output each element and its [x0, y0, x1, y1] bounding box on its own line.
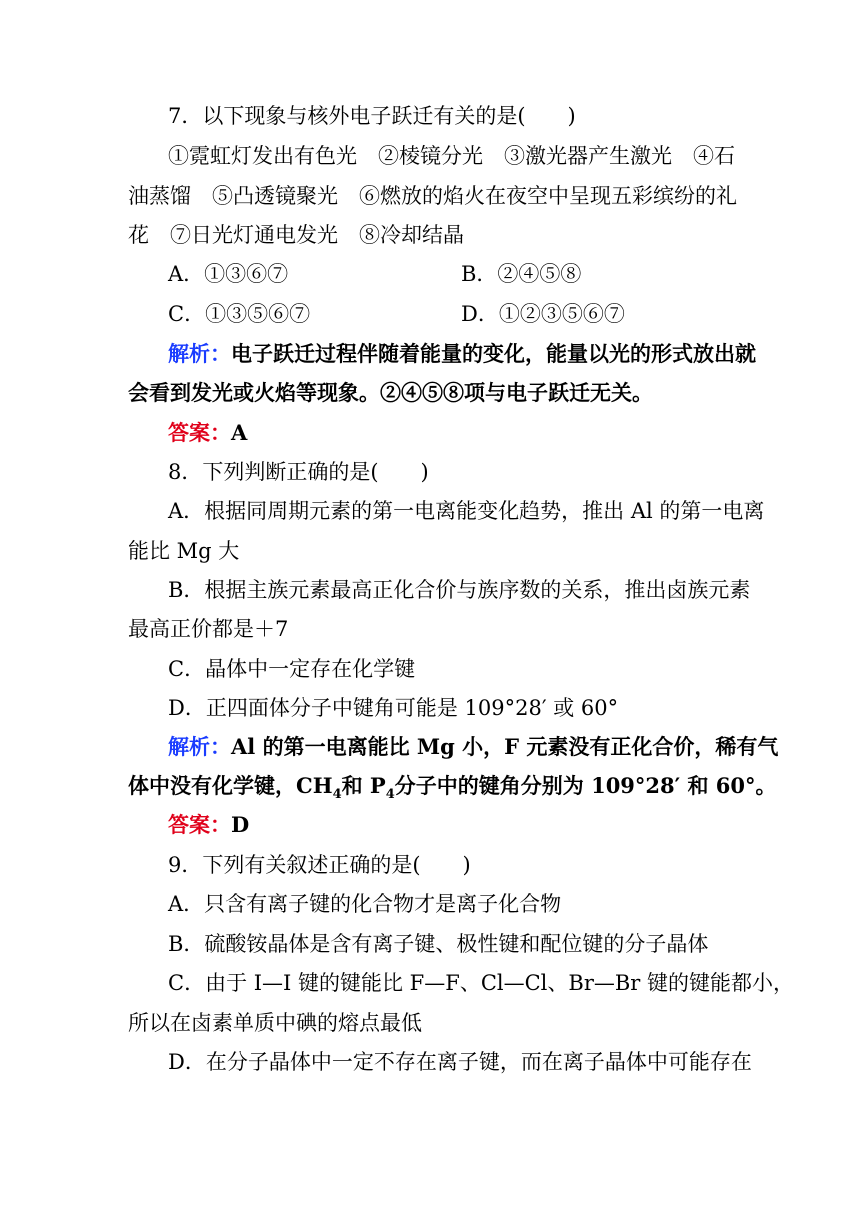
q8-explanation-line1	[168, 732, 779, 762]
q8-option-d: D．正四面体分子中键角可能是 109°28′ 或 60°	[168, 696, 619, 720]
q7-explanation-line1	[168, 339, 756, 369]
q8-option-a-line1: A．根据同周期元素的第一电离能变化趋势，推出 Al 的第一电离	[168, 499, 765, 523]
q8-option-c: C．晶体中一定存在化学键	[168, 657, 416, 681]
q7-items-line1: ①霓虹灯发出有色光 ②棱镜分光 ③激光器产生激光 ④石	[168, 144, 735, 168]
q8-stem: 8．下列判断正确的是( )	[168, 460, 429, 484]
explanation-text: 分子中的键角分别为 109°28′ 和 60°。	[394, 773, 777, 798]
explanation-text: Al 的第一电离能比 Mg 小，F 元素没有正化合价，稀有气	[231, 734, 779, 759]
q7-option-c: C．①③⑤⑥⑦	[168, 302, 311, 326]
q8-option-b-line2: 最高正价都是＋7	[128, 617, 289, 641]
answer-label: 答案：	[168, 420, 231, 445]
q8-explanation-line2	[128, 771, 777, 801]
q9-option-b: B．硫酸铵晶体是含有离子键、极性键和配位键的分子晶体	[168, 932, 709, 956]
q8-option-a-line2: 能比 Mg 大	[128, 539, 240, 563]
explanation-label: 解析：	[168, 341, 231, 366]
q7-explanation-line2: 会看到发光或火焰等现象。②④⑤⑧项与电子跃迁无关。	[128, 380, 653, 405]
subscript: 4	[332, 787, 342, 803]
q7-stem: 7．以下现象与核外电子跃迁有关的是( )	[168, 104, 576, 128]
explanation-text: 体中没有化学键，CH	[128, 773, 333, 798]
q9-option-a: A．只含有离子键的化合物才是离子化合物	[168, 892, 562, 916]
q7-items-line2: 油蒸馏 ⑤凸透镜聚光 ⑥燃放的焰火在夜空中呈现五彩缤纷的礼	[128, 184, 737, 208]
q9-option-d-line1: D．在分子晶体中一定不存在离子键，而在离子晶体中可能存在	[168, 1050, 752, 1074]
q8-answer	[168, 810, 249, 840]
explanation-label: 解析：	[168, 734, 231, 759]
explanation-text: 电子跃迁过程伴随着能量的变化，能量以光的形式放出就	[231, 341, 756, 366]
q8-option-b-line1: B．根据主族元素最高正化合价与族序数的关系，推出卤族元素	[168, 578, 751, 602]
q7-option-d: D．①②③⑤⑥⑦	[461, 302, 625, 326]
q9-option-c-line2: 所以在卤素单质中碘的熔点最低	[128, 1011, 422, 1035]
answer-label: 答案：	[168, 812, 231, 837]
q7-option-b: B．②④⑤⑧	[461, 262, 582, 286]
q9-option-c-line1: C．由于 I—I 键的键能比 F—F、Cl—Cl、Br—Br 键的键能都小，	[168, 971, 795, 995]
answer-value: D	[231, 812, 250, 837]
q7-items-line3: 花 ⑦日光灯通电发光 ⑧冷却结晶	[128, 223, 464, 247]
explanation-text: 和 P	[341, 773, 386, 798]
q9-stem: 9．下列有关叙述正确的是( )	[168, 853, 471, 877]
q7-option-a: A．①③⑥⑦	[168, 262, 289, 286]
answer-value: A	[231, 420, 248, 445]
subscript: 4	[385, 787, 395, 803]
q7-answer	[168, 418, 247, 448]
